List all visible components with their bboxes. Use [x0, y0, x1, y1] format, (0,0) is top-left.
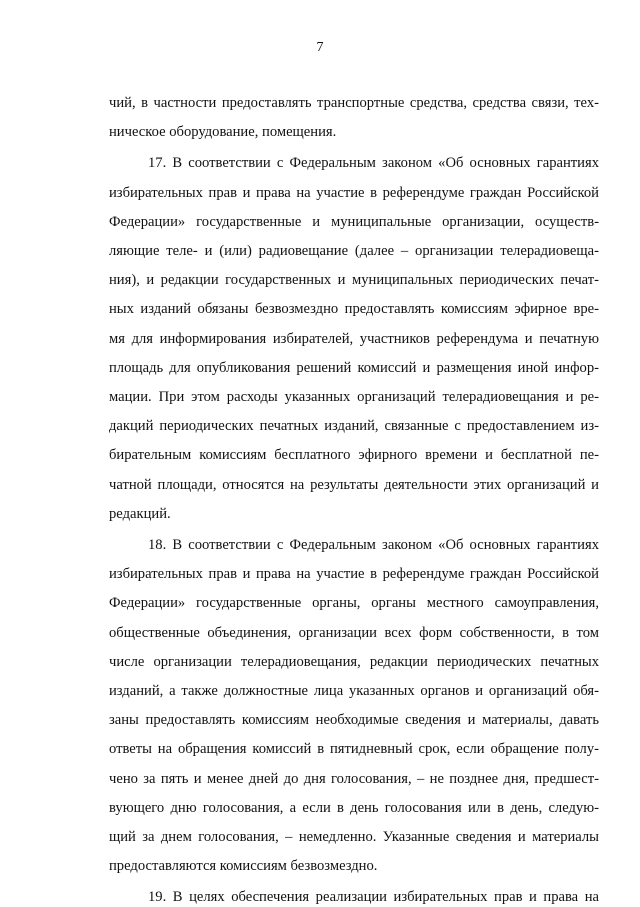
- text-line: ния), и редакции государственных и муниципальных периодических печат-: [109, 272, 599, 288]
- text-line: Федерации» государственные органы, органы местного самоуправления,: [109, 595, 599, 611]
- paragraph-17-start: 17. В соответствии с Федеральным законом «Об основных гарантиях: [148, 155, 599, 171]
- text-line: щий за днем голосования, – немедленно. Указанные сведения и материалы: [109, 829, 599, 845]
- text-line: чено за пять и менее дней до дня голосования, – не позднее дня, предшест-: [109, 771, 599, 787]
- text-line: бирательным комиссиям бесплатного эфирного времени и бесплатной пе-: [109, 447, 599, 463]
- text-line: ответы на обращения комиссий в пятидневный срок, если обращение полу-: [109, 741, 599, 757]
- text-line: площадь для опубликования решений комиссий и размещения иной инфор-: [109, 360, 599, 376]
- text-line: ляющие теле- и (или) радиовещание (далее – организации телерадиовеща-: [109, 243, 599, 259]
- text-line: избирательных прав и права на участие в референдуме граждан Российской: [109, 185, 599, 201]
- paragraph-19-start: 19. В целях обеспечения реализации избирательных прав и права на: [148, 889, 599, 905]
- text-line: чий, в частности предоставлять транспортные средства, средства связи, тех-: [109, 95, 599, 111]
- text-line: вующего дню голосования, а если в день голосования или в день, следую-: [109, 800, 599, 816]
- page-number: 7: [316, 40, 324, 55]
- text-line: мя для информирования избирателей, участников референдума и печатную: [109, 331, 599, 347]
- paragraph-18-start: 18. В соответствии с Федеральным законом «Об основных гарантиях: [148, 537, 599, 553]
- text-line: мации. При этом расходы указанных организаций телерадиовещания и ре-: [109, 389, 599, 405]
- text-line: ных изданий обязаны безвозмездно предоставлять комиссиям эфирное вре-: [109, 301, 599, 317]
- text-line: общественные объединения, организации всех форм собственности, в том: [109, 625, 599, 641]
- text-line: изданий, а также должностные лица указанных органов и организаций обя-: [109, 683, 599, 699]
- text-line: чатной площади, относятся на результаты деятельности этих организаций и: [109, 477, 599, 493]
- text-line: избирательных прав и права на участие в референдуме граждан Российской: [109, 566, 599, 582]
- text-line: числе организации телерадиовещания, редакции периодических печатных: [109, 654, 599, 670]
- text-line: дакций периодических печатных изданий, связанные с предоставлением из-: [109, 418, 599, 434]
- text-line: редакций.: [109, 506, 171, 522]
- text-line: заны предоставлять комиссиям необходимые сведения и материалы, давать: [109, 712, 599, 728]
- text-line: Федерации» государственные и муниципальные организации, осуществ-: [109, 214, 599, 230]
- text-line: предоставляются комиссиям безвозмездно.: [109, 858, 378, 874]
- text-line: ническое оборудование, помещения.: [109, 124, 337, 140]
